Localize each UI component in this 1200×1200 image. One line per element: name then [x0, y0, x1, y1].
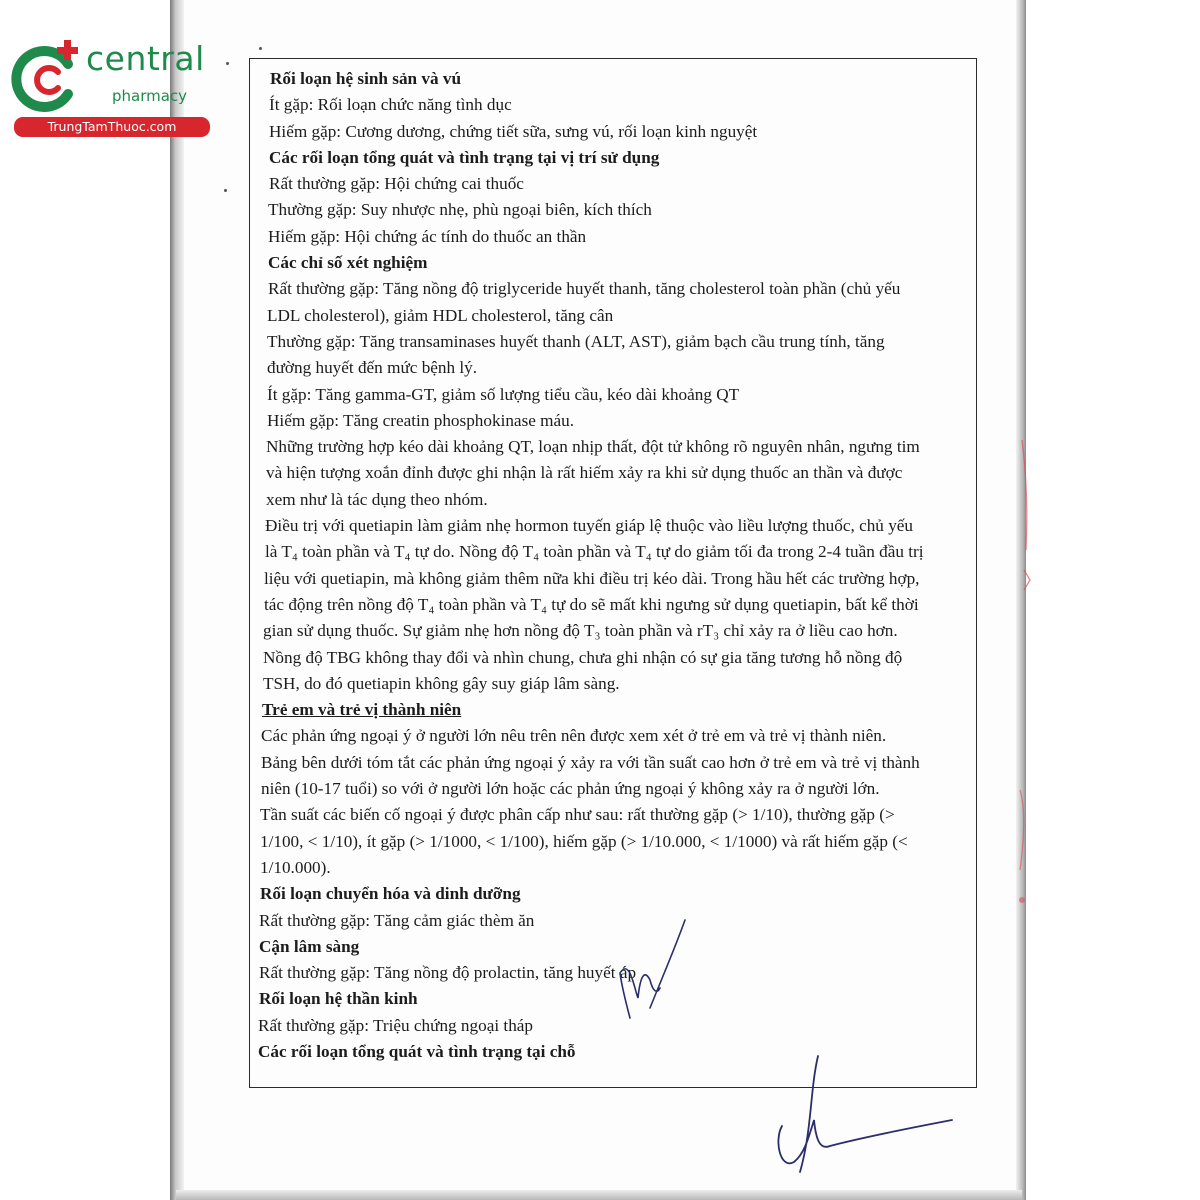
scan-bottom-edge	[176, 1190, 1022, 1200]
signature-mark-small	[600, 918, 720, 1028]
document-body	[258, 64, 974, 1065]
text-line: Tần suất các biến cố ngoại ý được phân cấp như sau: rất thường gặp (> 1/10), thường gặp (>	[260, 805, 895, 825]
text-line: Rất thường gặp: Tăng cảm giác thèm ăn	[259, 910, 535, 930]
section-heading-investigations: Cận lâm sàng	[259, 936, 360, 956]
text-line: liệu với quetiapin, mà không giảm thêm nữa khi điều trị kéo dài. Trong hầu hết các trường hợp,	[264, 568, 920, 588]
text-line: Hiếm gặp: Cương dương, chứng tiết sữa, sưng vú, rối loạn kinh nguyệt	[269, 121, 758, 141]
text-line: là T₄ toàn phần và T₄ tự do. Nồng độ T₄ toàn phần và T₄ tự do giảm tối đa trong 2-4 tuần đầu trị	[265, 542, 924, 562]
scan-speck	[259, 47, 262, 50]
section-heading-metabolism: Rối loạn chuyển hóa và dinh dưỡng	[260, 884, 521, 904]
signature-mark-large	[770, 1050, 970, 1180]
text-line: Các phản ứng ngoại ý ở người lớn nêu trên nên được xem xét ở trẻ em và trẻ vị thành niên.	[261, 726, 887, 746]
scan-speck	[224, 189, 227, 192]
section-heading-children: Trẻ em và trẻ vị thành niên	[262, 700, 462, 720]
brand-name: central	[86, 39, 205, 78]
text-line: niên (10-17 tuổi) so với ở người lớn hoặc các phản ứng ngoại ý không xảy ra ở người lớn.	[261, 779, 880, 799]
section-heading-general-local: Các rối loạn tổng quát và tình trạng tại chỗ	[258, 1041, 576, 1061]
text-line: LDL cholesterol), giảm HDL cholesterol, tăng cân	[267, 305, 614, 325]
logo-mark-icon	[10, 36, 90, 116]
text-line: Hiếm gặp: Hội chứng ác tính do thuốc an thần	[268, 226, 587, 246]
text-line: Thường gặp: Tăng transaminases huyết thanh (ALT, AST), giảm bạch cầu trung tính, tăng	[267, 331, 885, 351]
scan-left-edge	[170, 0, 184, 1200]
text-line: Rất thường gặp: Tăng nồng độ prolactin, tăng huyết áp	[259, 963, 637, 983]
text-line: Bảng bên dưới tóm tắt các phản ứng ngoại ý xảy ra với tần suất cao hơn ở trẻ em và trẻ vị thành	[261, 752, 920, 772]
text-line: TSH, do đó quetiapin không gây suy giáp lâm sàng.	[263, 673, 620, 693]
section-heading-lab-values: Các chỉ số xét nghiệm	[268, 253, 428, 273]
text-line: Ít gặp: Tăng gamma-GT, giảm số lượng tiểu cầu, kéo dài khoảng QT	[267, 384, 740, 404]
text-line: Rất thường gặp: Triệu chứng ngoại tháp	[258, 1015, 534, 1035]
stamp-fragment	[1004, 430, 1034, 910]
text-line: Nồng độ TBG không thay đổi và nhìn chung, chưa ghi nhận có sự gia tăng tương hỗ nồng độ	[263, 647, 903, 667]
section-heading-nervous-system: Rối loạn hệ thần kinh	[259, 989, 418, 1009]
text-line: gian sử dụng thuốc. Sự giảm nhẹ hơn nồng độ T₃ toàn phần và rT₃ chỉ xảy ra ở liều cao hơn.	[263, 621, 898, 641]
text-line: Ít gặp: Rối loạn chức năng tình dục	[269, 95, 512, 115]
section-heading-reproductive: Rối loạn hệ sinh sản và vú	[270, 69, 462, 88]
text-line: 1/100, < 1/10), ít gặp (> 1/1000, < 1/100), hiếm gặp (> 1/10.000, < 1/1000) và rất hiếm gặp (<	[260, 831, 908, 851]
text-line: và hiện tượng xoắn đỉnh được ghi nhận là rất hiếm xảy ra khi sử dụng thuốc an thần và được	[266, 463, 903, 483]
text-line: Thường gặp: Suy nhược nhẹ, phù ngoại biên, kích thích	[268, 200, 652, 220]
scan-speck	[226, 62, 229, 65]
text-line: Rất thường gặp: Hội chứng cai thuốc	[269, 174, 524, 194]
brand-url-badge[interactable]: TrungTamThuoc.com	[14, 117, 210, 137]
text-line: Điều trị với quetiapin làm giảm nhẹ hormon tuyến giáp lệ thuộc vào liều lượng thuốc, chủ yếu	[265, 516, 914, 536]
text-line: Những trường hợp kéo dài khoảng QT, loạn nhịp thất, đột tử không rõ nguyên nhân, ngưng tim	[266, 437, 920, 457]
text-line: tác động trên nồng độ T₄ toàn phần và T₄ tự do sẽ mất khi ngưng sử dụng quetiapin, bất kể thời	[264, 594, 919, 614]
text-line: Hiếm gặp: Tăng creatin phosphokinase máu.	[267, 410, 575, 430]
section-heading-general: Các rối loạn tổng quát và tình trạng tại vị trí sử dụng	[269, 147, 660, 167]
text-line: đường huyết đến mức bệnh lý.	[267, 358, 478, 378]
text-line: Rất thường gặp: Tăng nồng độ triglyceride huyết thanh, tăng cholesterol toàn phần (chủ yếu	[268, 279, 901, 299]
brand-subtitle: pharmacy	[112, 87, 188, 105]
right-margin	[1026, 0, 1200, 1200]
text-line: xem như là tác dụng theo nhóm.	[266, 489, 488, 509]
text-line: 1/10.000).	[260, 857, 331, 877]
